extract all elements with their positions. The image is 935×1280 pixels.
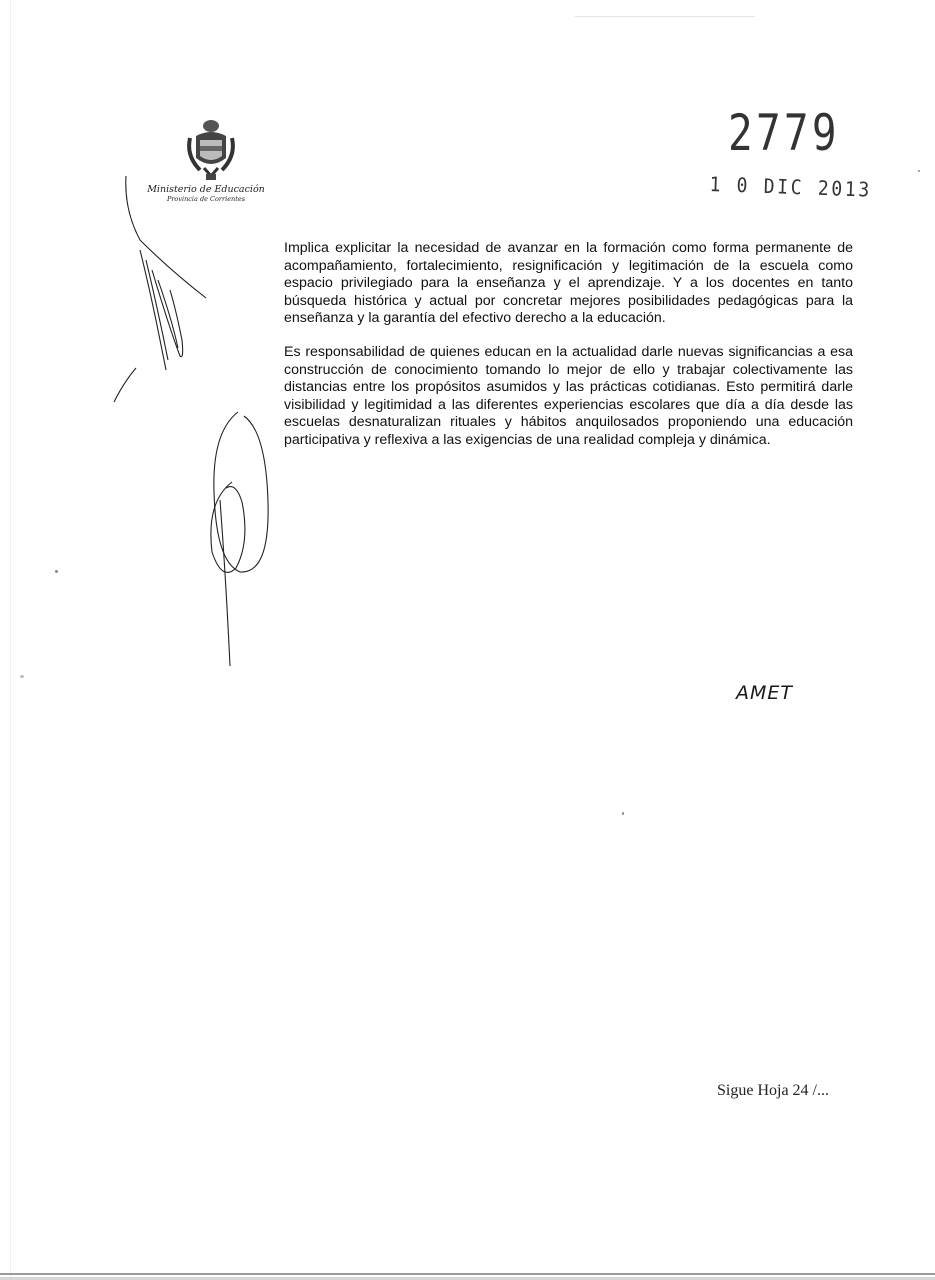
document-body — [284, 240, 853, 466]
scan-speck — [20, 675, 24, 678]
continuation-note: Sigue Hoja 24 /... — [717, 1082, 829, 1099]
resolution-date: 1 0 DIC 2013 — [709, 172, 873, 202]
signature-stroke — [158, 280, 178, 348]
handwritten-signature — [100, 170, 300, 670]
signature-stroke — [126, 176, 206, 298]
signature-stroke — [114, 368, 136, 402]
signature-stroke — [152, 270, 183, 357]
paragraph: Implica explicitar la necesidad de avanzar en la formación como forma permanente de acompañamiento, fortalecimiento, resignificación y legitimación de la escuela como espacio privilegiado para la enseñanza y el aprendizaje. Y a los docentes en tanto búsqueda histórica y actual por concretar mejores posibilidades pedagógicas para la enseñanza y la garantía del efectivo derecho a la educación. — [284, 240, 853, 327]
signature-stroke — [211, 482, 245, 572]
scan-artifact-top — [575, 16, 755, 17]
signature-stroke — [220, 500, 230, 666]
signature-stroke — [140, 250, 166, 370]
paragraph: Es responsabilidad de quienes educan en la actualidad darle nuevas significancias a esa construcción de conocimiento tomando lo mejor de ello y trabajar colectivamente las distancias entre los propósitos asumidos y las prácticas cotidianas. Esto permitirá darle visibilidad y legitimidad a las diferentes experiencias escolares que día a día desde las escuelas desnaturalizan rituales y hábitos anquilosados proponiendo una educación participativa y reflexiva a las exigencias de una realidad compleja y dinámica. — [284, 343, 853, 448]
scan-speck — [55, 570, 58, 573]
scan-speck — [918, 170, 920, 172]
resolution-number: 2779 — [728, 104, 840, 162]
scan-artifact-bottom — [0, 1273, 935, 1275]
province-name: Provincia de Corrientes — [166, 195, 246, 203]
ministry-name: Ministerio de Educación — [147, 184, 265, 195]
scan-artifact-left — [10, 0, 11, 1280]
handwritten-initials: AMET — [736, 682, 794, 704]
scan-speck — [622, 812, 624, 815]
